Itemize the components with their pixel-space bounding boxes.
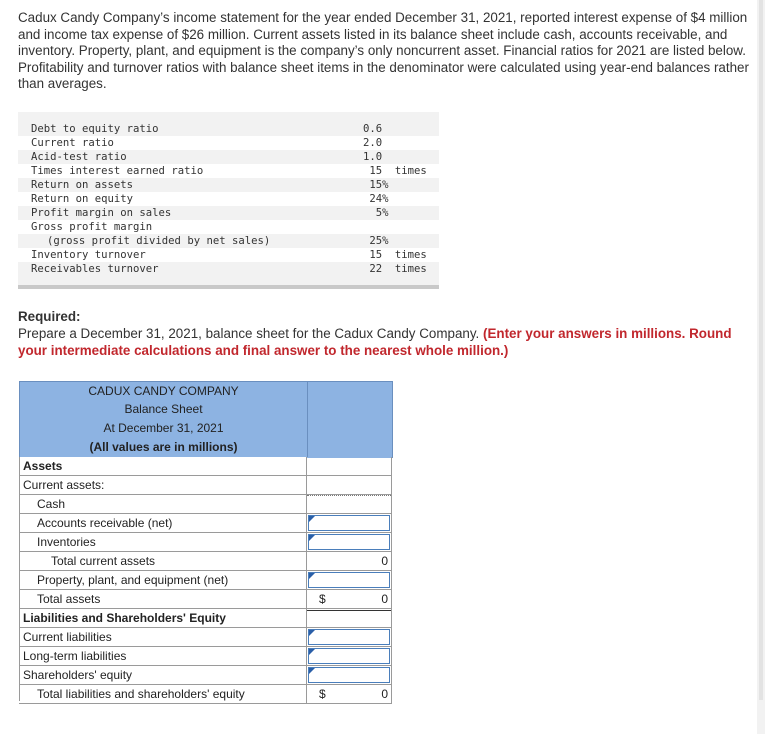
col-sep bbox=[391, 571, 392, 589]
accounts-receivable-label: Accounts receivable (net) bbox=[37, 516, 173, 530]
col-sep bbox=[306, 495, 307, 513]
total-le-row bbox=[19, 685, 392, 704]
scrollbar-thumb[interactable] bbox=[759, 0, 763, 700]
required-text bbox=[18, 326, 758, 359]
total-assets-value: 0 bbox=[381, 592, 388, 606]
accounts-receivable-input[interactable] bbox=[308, 515, 390, 531]
ratio-label: Return on equity bbox=[31, 193, 134, 205]
ppe-label: Property, plant, and equipment (net) bbox=[37, 573, 229, 587]
ratio-label: Receivables turnover bbox=[31, 263, 159, 275]
equity-input[interactable] bbox=[308, 667, 390, 683]
accounts-receivable-row bbox=[19, 514, 392, 533]
ppe-input[interactable] bbox=[308, 572, 390, 588]
ratio-row bbox=[18, 178, 439, 192]
inventories-input[interactable] bbox=[308, 534, 390, 550]
required-instruction: Prepare a December 31, 2021, balance sheet for the Cadux Candy Company. bbox=[18, 326, 480, 341]
ratio-row bbox=[18, 192, 439, 206]
col-sep bbox=[306, 533, 307, 551]
col-sep bbox=[391, 685, 392, 703]
ratio-row bbox=[18, 136, 439, 150]
ratio-label: Inventory turnover bbox=[31, 249, 146, 261]
col-sep bbox=[306, 571, 307, 589]
ratio-label: Acid-test ratio bbox=[31, 151, 127, 163]
col-sep bbox=[306, 476, 307, 494]
ratio-label: Current ratio bbox=[31, 137, 114, 149]
cash-label: Cash bbox=[37, 497, 66, 511]
col-sep bbox=[391, 666, 392, 684]
sheet-note: (All values are in millions) bbox=[19, 438, 308, 457]
col-sep bbox=[391, 647, 392, 665]
ratio-label: Profit margin on sales bbox=[31, 207, 172, 219]
header-side-cell bbox=[306, 381, 393, 458]
col-sep bbox=[391, 533, 392, 551]
col-sep bbox=[306, 457, 307, 475]
ratio-table bbox=[18, 112, 439, 289]
total-assets-label: Total assets bbox=[37, 592, 101, 606]
col-sep bbox=[306, 514, 307, 532]
double-underline bbox=[307, 610, 391, 611]
col-sep bbox=[306, 628, 307, 646]
total-current-assets-value: 0 bbox=[381, 554, 388, 568]
ratio-row bbox=[18, 262, 439, 276]
ratio-label: Times interest earned ratio bbox=[31, 165, 204, 177]
liab-heading: Liabilities and Shareholders' Equity bbox=[23, 611, 226, 625]
long-term-label: Long-term liabilities bbox=[23, 649, 127, 663]
ratio-value: 22 times bbox=[363, 263, 427, 275]
assets-heading: Assets bbox=[23, 459, 63, 473]
col-sep bbox=[391, 495, 392, 513]
total-assets-row bbox=[19, 590, 392, 609]
col-sep bbox=[306, 552, 307, 570]
liab-heading-row bbox=[19, 609, 392, 628]
ratio-value: 5% bbox=[363, 207, 389, 219]
ratio-value: 1.0 bbox=[363, 151, 383, 163]
dollar-sign: $ bbox=[319, 592, 326, 606]
col-sep bbox=[391, 552, 392, 570]
total-le-value: 0 bbox=[381, 687, 388, 701]
col-sep bbox=[306, 609, 307, 627]
col-sep bbox=[391, 514, 392, 532]
ratio-row bbox=[18, 164, 439, 178]
current-assets-label: Current assets: bbox=[23, 478, 105, 492]
dotted-line bbox=[307, 495, 391, 496]
current-liabilities-input[interactable] bbox=[308, 629, 390, 645]
col-sep bbox=[306, 685, 307, 703]
col-sep bbox=[391, 457, 392, 475]
col-sep bbox=[391, 476, 392, 494]
ratio-row bbox=[18, 234, 439, 248]
equity-label: Shareholders' equity bbox=[23, 668, 133, 682]
ratio-value: 0.6 bbox=[363, 123, 383, 135]
ratio-label: Gross profit margin bbox=[31, 221, 153, 233]
ratio-value: 15% bbox=[363, 179, 389, 191]
ratio-value: 15 times bbox=[363, 249, 427, 261]
current-liabilities-label: Current liabilities bbox=[23, 630, 112, 644]
cash-row bbox=[19, 495, 392, 514]
ratio-row bbox=[18, 150, 439, 164]
ratio-value: 2.0 bbox=[363, 137, 383, 149]
col-sep bbox=[306, 590, 307, 608]
ratio-label: Return on assets bbox=[31, 179, 134, 191]
total-current-assets-row bbox=[19, 552, 392, 571]
company-name: CADUX CANDY COMPANY bbox=[19, 381, 308, 401]
col-sep bbox=[391, 609, 392, 627]
ratio-value: 15 times bbox=[363, 165, 427, 177]
balance-sheet bbox=[19, 381, 392, 701]
ppe-row bbox=[19, 571, 392, 590]
assets-heading-row bbox=[19, 457, 392, 476]
col-sep bbox=[306, 647, 307, 665]
ratio-row bbox=[18, 220, 439, 234]
ratio-label: Debt to equity ratio bbox=[31, 123, 159, 135]
col-sep bbox=[306, 666, 307, 684]
ratio-label: (gross profit divided by net sales) bbox=[47, 235, 271, 247]
long-term-row bbox=[19, 647, 392, 666]
current-liabilities-row bbox=[19, 628, 392, 647]
inventories-label: Inventories bbox=[37, 535, 96, 549]
ratio-row bbox=[18, 206, 439, 220]
col-sep bbox=[391, 590, 392, 608]
current-assets-row bbox=[19, 476, 392, 495]
sheet-title: Balance Sheet bbox=[19, 400, 308, 419]
ratio-value: 25% bbox=[363, 235, 389, 247]
ratio-row bbox=[18, 122, 439, 136]
sheet-date: At December 31, 2021 bbox=[19, 419, 308, 438]
ratio-row bbox=[18, 248, 439, 262]
col-sep bbox=[391, 628, 392, 646]
inventories-row bbox=[19, 533, 392, 552]
dollar-sign: $ bbox=[319, 687, 326, 701]
total-le-label: Total liabilities and shareholders' equity bbox=[37, 687, 245, 701]
long-term-input[interactable] bbox=[308, 648, 390, 664]
required-note: (Enter your answers in millions. Round your intermediate calculations and final answer to the nearest whole million.) bbox=[18, 326, 732, 358]
total-current-assets-label: Total current assets bbox=[51, 554, 156, 568]
ratio-value: 24% bbox=[363, 193, 389, 205]
problem-statement: Cadux Candy Company’s income statement for the year ended December 31, 2021, reported interest expense of $4 million and income tax expense of $26 million. Current assets listed in its balance sheet include cash, accounts receivable, and inventory. Property, plant, and equipment is the company’s only noncurrent asset. Financial ratios for 2021 are listed below. Profitability and turnover ratios with balance sheet items in the denominator were calculated using year-end balances rather than averages. bbox=[18, 10, 749, 92]
equity-row bbox=[19, 666, 392, 685]
required-heading: Required: bbox=[18, 309, 81, 324]
